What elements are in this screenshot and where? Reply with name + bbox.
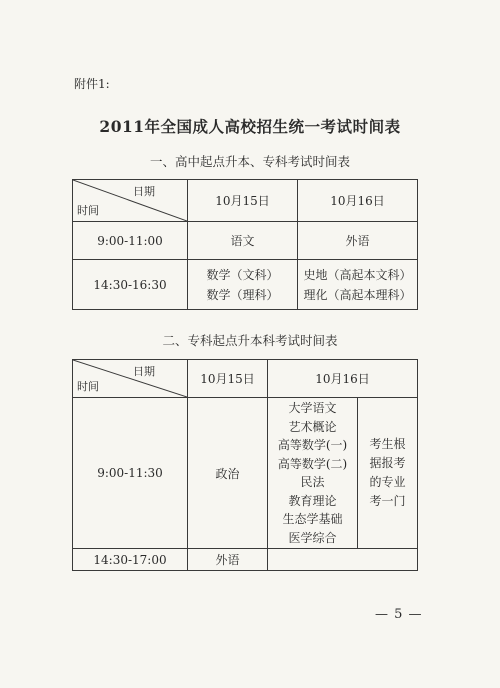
header-time-label: 时间	[77, 204, 99, 217]
header-date-label: 日期	[133, 365, 155, 378]
subject-line: 史地（高起本文科）	[303, 267, 412, 282]
header-time-label: 时间	[77, 380, 99, 393]
section1-title: 一、高中起点升本、专科考试时间表	[149, 154, 350, 169]
note-line: 考生根	[369, 437, 406, 451]
section2-title: 二、专科起点升本科考试时间表	[162, 333, 338, 348]
page-number: — 5 —	[375, 607, 423, 622]
table-row	[73, 222, 418, 260]
subject-line: 教育理论	[288, 493, 337, 508]
subject-cell	[188, 260, 298, 310]
table-header-row	[73, 180, 418, 222]
subject-line: 高等数学(一)	[277, 438, 348, 452]
table-row	[73, 398, 418, 549]
header-date-label: 日期	[133, 185, 155, 198]
attachment-label: 附件1:	[74, 77, 110, 91]
document-title: 2011年全国成人高校招生统一考试时间表	[99, 117, 401, 136]
subject-cell: 外语	[188, 549, 268, 571]
subject-line: 高等数学(二)	[277, 456, 348, 471]
diagonal-header-cell	[73, 360, 188, 398]
subject-line: 医学综合	[288, 530, 337, 545]
time-cell: 14:30-16:30	[73, 260, 188, 310]
diagonal-header-cell	[73, 180, 188, 222]
table-row	[73, 549, 418, 571]
header-date-col1: 10月15日	[188, 180, 298, 222]
subject-cell	[268, 549, 418, 571]
subject-line: 数学（文科）	[206, 267, 279, 282]
schedule-table-college	[72, 359, 418, 571]
header-date-col2: 10月16日	[298, 180, 418, 222]
note-line: 考一门	[369, 494, 406, 508]
subject-line: 大学语文	[288, 401, 337, 415]
subject-line: 理化（高起本理科）	[303, 287, 412, 302]
note-line: 的专业	[369, 475, 406, 489]
subject-list-cell	[268, 398, 358, 549]
time-cell: 9:00-11:00	[73, 222, 188, 260]
header-date-col1: 10月15日	[188, 360, 268, 398]
table-row	[73, 260, 418, 310]
time-cell: 14:30-17:00	[73, 549, 188, 571]
subject-line: 民法	[300, 475, 325, 489]
time-cell: 9:00-11:30	[73, 398, 188, 549]
subject-line: 生态学基础	[282, 512, 343, 526]
subject-cell: 政治	[188, 398, 268, 549]
header-date-col2: 10月16日	[268, 360, 418, 398]
subject-cell: 语文	[188, 222, 298, 260]
subject-note-cell	[358, 398, 418, 549]
subject-cell: 外语	[298, 222, 418, 260]
table-header-row	[73, 360, 418, 398]
schedule-table-high-school	[72, 179, 418, 310]
subject-cell	[298, 260, 418, 310]
note-line: 据报考	[369, 456, 406, 470]
subject-line: 数学（理科）	[206, 287, 279, 302]
subject-line: 艺术概论	[288, 419, 337, 434]
